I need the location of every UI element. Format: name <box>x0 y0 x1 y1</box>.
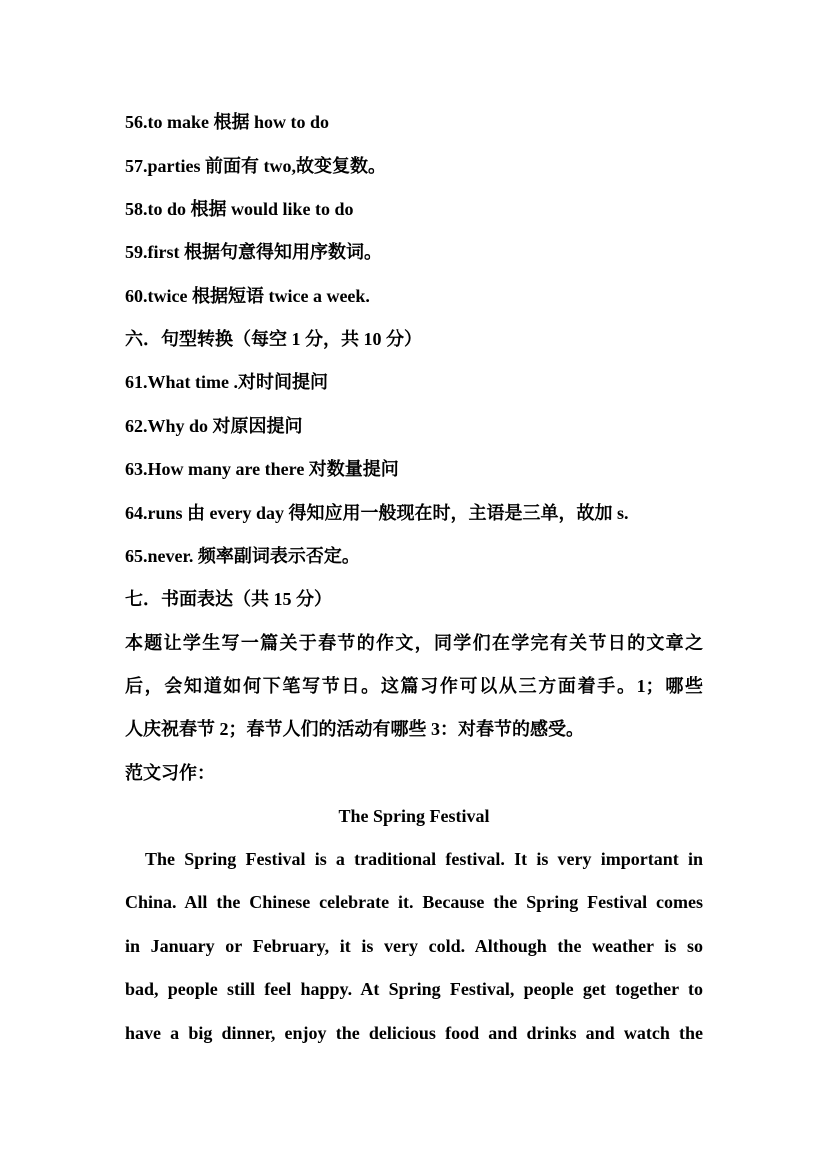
answer-63: 63.How many are there 对数量提问 <box>125 459 399 479</box>
essay-line: bad, people still feel happy. At Spring Festival, people get together to <box>125 979 703 999</box>
essay-line: in January or February, it is very cold. Although the weather is so <box>125 936 703 956</box>
sample-essay-label: 范文习作： <box>125 763 215 783</box>
essay-line: have a big dinner, enjoy the delicious food and drinks and watch the <box>125 1023 703 1043</box>
answer-61: 61.What time .对时间提问 <box>125 372 328 392</box>
explanation-line: 后，会知道如何下笔写节日。这篇习作可以从三方面着手。1；哪些 <box>125 676 703 696</box>
answer-60: 60.twice 根据短语 twice a week. <box>125 286 370 306</box>
explanation-line: 人庆祝春节 2；春节人们的活动有哪些 3：对春节的感受。 <box>125 719 584 739</box>
answer-65: 65.never. 频率副词表示否定。 <box>125 546 360 566</box>
essay-line: The Spring Festival is a traditional festival. It is very important in <box>145 849 703 869</box>
answer-62: 62.Why do 对原因提问 <box>125 416 303 436</box>
answer-57: 57.parties 前面有 two,故变复数。 <box>125 156 386 176</box>
essay-title: The Spring Festival <box>338 806 490 826</box>
explanation-line: 本题让学生写一篇关于春节的作文，同学们在学完有关节日的文章之 <box>125 633 703 653</box>
answer-58: 58.to do 根据 would like to do <box>125 199 354 219</box>
essay-line: China. All the Chinese celebrate it. Because the Spring Festival comes <box>125 892 703 912</box>
answer-59: 59.first 根据句意得知用序数词。 <box>125 242 382 262</box>
section-7-heading: 七．书面表达（共 15 分） <box>125 589 332 609</box>
answer-56: 56.to make 根据 how to do <box>125 112 330 132</box>
answer-64: 64.runs 由 every day 得知应用一般现在时，主语是三单，故加 s. <box>125 503 629 523</box>
section-6-heading: 六．句型转换（每空 1 分，共 10 分） <box>125 329 422 349</box>
